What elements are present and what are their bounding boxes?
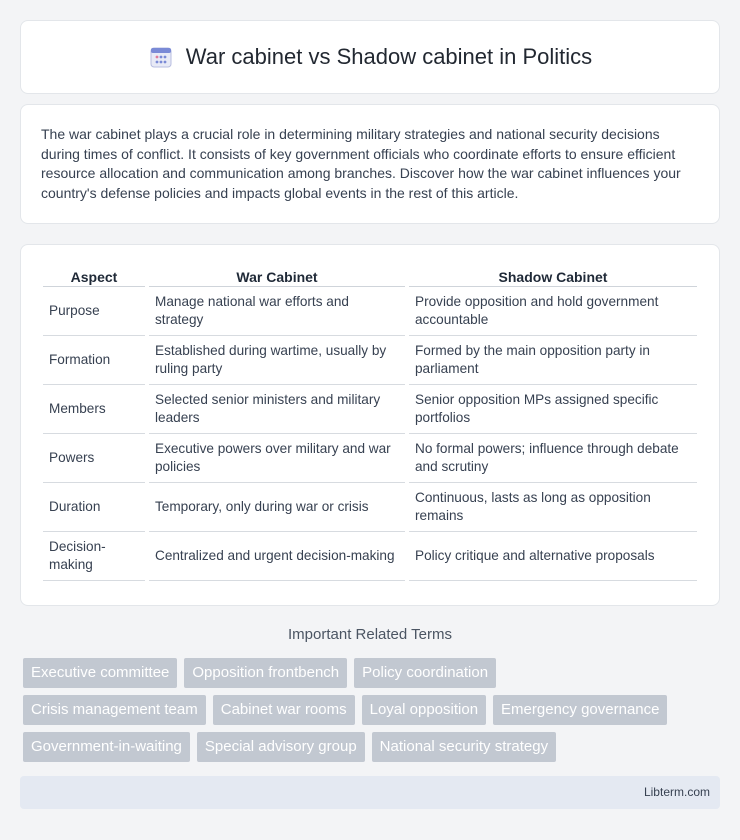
tag-executive-committee[interactable]: Executive committee — [23, 658, 177, 688]
intro-text: The war cabinet plays a crucial role in determining military strategies and national security decisions during times of conflict. It consists of key government officials who coordinate efforts to ensure efficient resource allocation and communication among branches. Discover how the war cabinet influences your country's defense policies and impacts global events in the rest of this article. — [41, 126, 681, 201]
table-row — [43, 385, 697, 434]
tag-loyal-opposition[interactable]: Loyal opposition — [362, 695, 486, 725]
cell-shadow: Formed by the main opposition party in parliament — [409, 336, 697, 385]
cell-shadow: No formal powers; influence through debate and scrutiny — [409, 434, 697, 483]
cell-war: Established during wartime, usually by ruling party — [149, 336, 405, 385]
page-title: War cabinet vs Shadow cabinet in Politics — [185, 44, 593, 69]
tag-row — [23, 732, 723, 762]
tag-emergency-governance[interactable]: Emergency governance — [493, 695, 667, 725]
table-row — [43, 483, 697, 532]
tag-national-security-strategy[interactable]: National security strategy — [372, 732, 556, 762]
tag-special-advisory-group[interactable]: Special advisory group — [197, 732, 365, 762]
cell-war: Manage national war efforts and strategy — [149, 287, 405, 336]
header-shadow-cabinet: Shadow Cabinet — [409, 265, 697, 287]
calendar-icon — [148, 44, 174, 70]
related-terms-title: Important Related Terms — [288, 626, 452, 643]
header-war-cabinet: War Cabinet — [149, 265, 405, 287]
table-header-row — [43, 265, 697, 287]
cell-aspect: Duration — [43, 483, 145, 532]
table-row — [43, 336, 697, 385]
cell-aspect: Purpose — [43, 287, 145, 336]
tag-opposition-frontbench[interactable]: Opposition frontbench — [184, 658, 347, 688]
cell-shadow: Provide opposition and hold government accountable — [409, 287, 697, 336]
tag-cabinet-war-rooms[interactable]: Cabinet war rooms — [213, 695, 355, 725]
tag-policy-coordination[interactable]: Policy coordination — [354, 658, 496, 688]
cell-aspect: Powers — [43, 434, 145, 483]
tag-crisis-management-team[interactable]: Crisis management team — [23, 695, 206, 725]
header-aspect: Aspect — [43, 265, 145, 287]
comparison-table — [39, 265, 701, 581]
cell-war: Centralized and urgent decision-making — [149, 532, 405, 581]
footer-brand-link[interactable]: Libterm.com — [643, 785, 710, 799]
cell-shadow: Continuous, lasts as long as opposition remains — [409, 483, 697, 532]
footer — [20, 776, 720, 809]
cell-shadow: Senior opposition MPs assigned specific portfolios — [409, 385, 697, 434]
comparison-card — [20, 244, 720, 606]
tag-row — [23, 695, 723, 725]
intro-card — [20, 104, 720, 224]
table-row — [43, 434, 697, 483]
tag-row — [23, 658, 723, 688]
table-row — [43, 532, 697, 581]
cell-shadow: Policy critique and alternative proposals — [409, 532, 697, 581]
cell-aspect: Members — [43, 385, 145, 434]
cell-war: Selected senior ministers and military leaders — [149, 385, 405, 434]
cell-war: Temporary, only during war or crisis — [149, 483, 405, 532]
table-row — [43, 287, 697, 336]
title-card — [20, 20, 720, 94]
cell-aspect: Formation — [43, 336, 145, 385]
cell-war: Executive powers over military and war policies — [149, 434, 405, 483]
cell-aspect: Decision-making — [43, 532, 145, 581]
related-terms — [23, 658, 723, 769]
tag-government-in-waiting[interactable]: Government-in-waiting — [23, 732, 190, 762]
